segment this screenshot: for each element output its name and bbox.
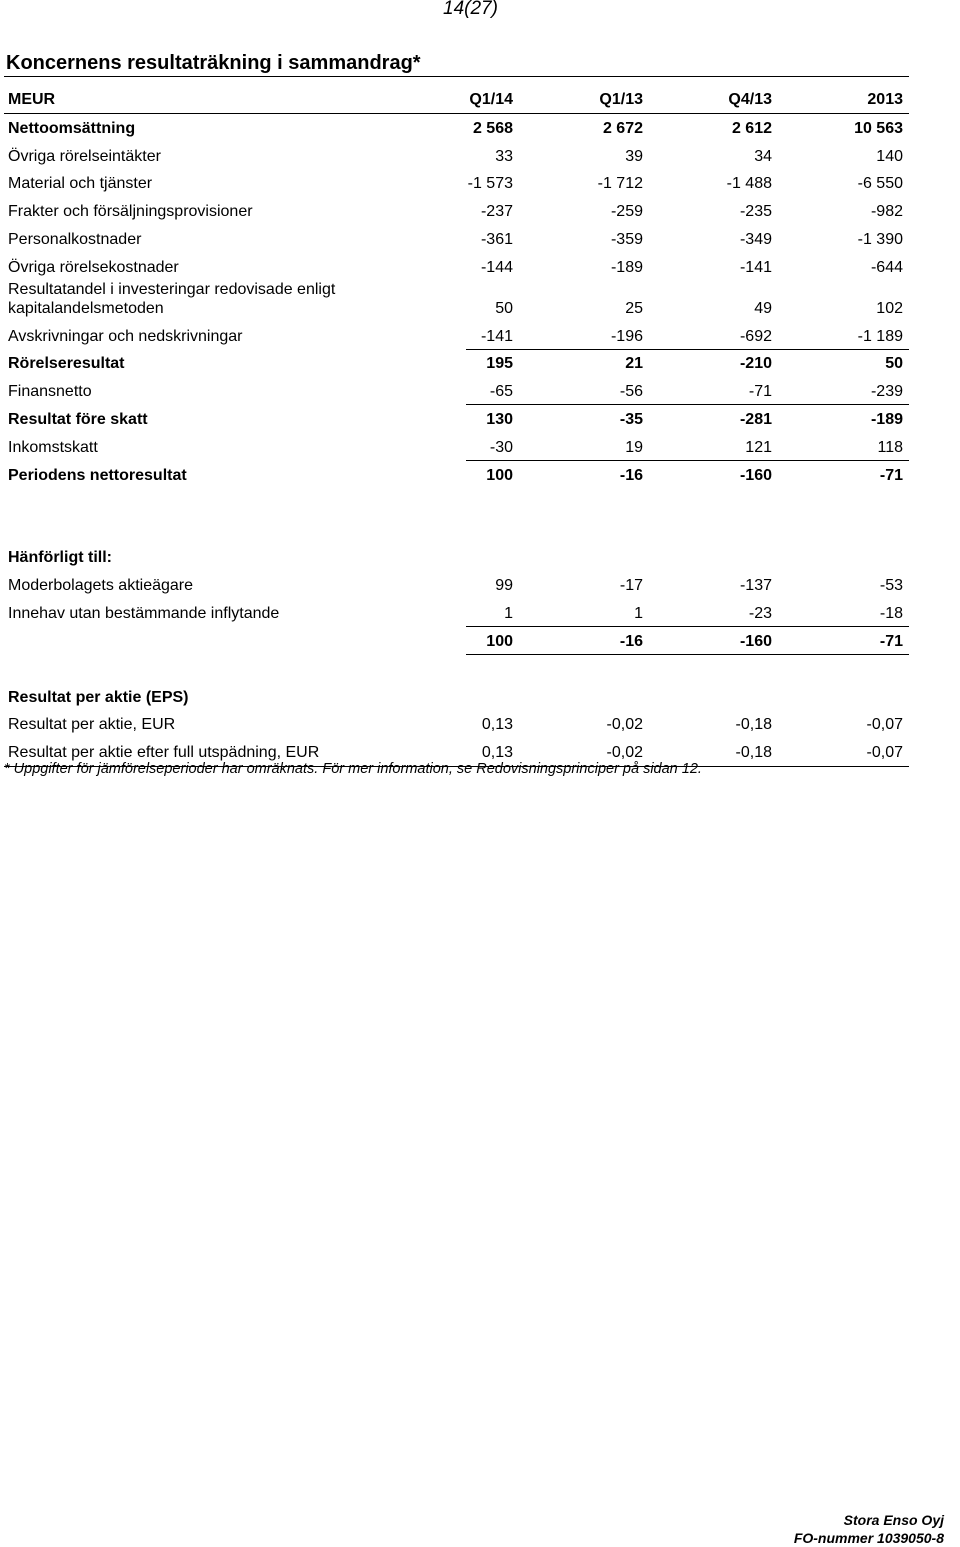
- cell-value: 2 612: [731, 119, 772, 137]
- footnote: * Uppgifter för jämförelseperioder har omräknats. För mer information, se Redovisningsprinciper på sidan 12.: [4, 761, 702, 777]
- attributable-heading: Hänförligt till:: [8, 549, 112, 567]
- cell-value: -1 712: [597, 175, 643, 193]
- page-title: Koncernens resultaträkning i sammandrag*: [6, 52, 421, 74]
- row-label-line2: kapitalandelsmetoden: [8, 299, 164, 317]
- cell-value: 33: [495, 147, 513, 165]
- table-row: [4, 322, 909, 350]
- cell-value: 118: [877, 438, 903, 456]
- cell-value: -196: [610, 327, 643, 345]
- row-label: Personalkostnader: [8, 230, 142, 248]
- row-label: Frakter och försäljningsprovisioner: [8, 203, 253, 221]
- cell-value: 19: [625, 438, 643, 456]
- section-spacer: [4, 489, 909, 544]
- table-row: [4, 142, 909, 170]
- row-label: Avskrivningar och nedskrivningar: [8, 327, 243, 345]
- cell-value: -18: [879, 604, 903, 622]
- cell-value: -71: [879, 632, 903, 650]
- cell-value: -160: [739, 632, 772, 650]
- table-row: [4, 253, 909, 281]
- table-row: [4, 114, 909, 142]
- cell-value: -65: [489, 383, 513, 401]
- cell-value: -210: [739, 355, 772, 373]
- table-row: [4, 461, 909, 489]
- cell-value: 121: [745, 438, 772, 456]
- cell-value: -349: [739, 230, 772, 248]
- cell-value: 50: [885, 355, 903, 373]
- row-label: Resultat före skatt: [8, 410, 148, 428]
- cell-value: -6 550: [857, 175, 903, 193]
- page-number: 14(27): [443, 0, 498, 19]
- company-registration: FO-nummer 1039050-8: [793, 1530, 944, 1546]
- cell-value: 140: [876, 147, 903, 165]
- cell-value: -259: [610, 203, 643, 221]
- cell-value: -30: [489, 438, 513, 456]
- cell-value: -644: [870, 258, 903, 276]
- cell-value: -71: [748, 383, 772, 401]
- cell-value: -35: [619, 410, 643, 428]
- cell-value: -0,07: [866, 744, 903, 762]
- table-row: [4, 405, 909, 433]
- cell-value: 102: [876, 299, 903, 317]
- row-label: [8, 280, 335, 318]
- cell-value: -235: [739, 203, 772, 221]
- cell-value: 34: [754, 147, 772, 165]
- cell-value: -141: [739, 258, 772, 276]
- cell-value: -237: [480, 203, 513, 221]
- title-divider: [4, 76, 909, 77]
- cell-value: 0,13: [481, 716, 513, 734]
- cell-value: -189: [610, 258, 643, 276]
- row-label: Resultat per aktie, EUR: [8, 716, 176, 734]
- cell-value: -17: [619, 577, 643, 595]
- table-row: [4, 599, 909, 627]
- table-row: [4, 711, 909, 739]
- cell-value: 0,13: [481, 744, 513, 762]
- cell-value: 100: [486, 632, 513, 650]
- eps-heading: Resultat per aktie (EPS): [8, 688, 189, 706]
- row-label: Moderbolagets aktieägare: [8, 577, 194, 595]
- company-info: [794, 1511, 944, 1547]
- cell-value: 195: [486, 355, 513, 373]
- row-label: Övriga rörelsekostnader: [8, 258, 179, 276]
- cell-value: -1 390: [857, 230, 903, 248]
- cell-value: -692: [739, 327, 772, 345]
- row-label: Periodens nettoresultat: [8, 466, 187, 484]
- cell-value: 130: [486, 410, 513, 428]
- row-label: Innehav utan bestämmande inflytande: [8, 604, 280, 622]
- table-row: [4, 433, 909, 461]
- table-header-row: [4, 86, 909, 114]
- total-row: [4, 627, 909, 655]
- table-row: [4, 281, 909, 322]
- cell-value: -359: [610, 230, 643, 248]
- cell-value: -144: [480, 258, 513, 276]
- cell-value: -16: [619, 632, 643, 650]
- cell-value: -0,18: [735, 744, 772, 762]
- cell-value: 100: [486, 466, 513, 484]
- cell-value: 25: [625, 299, 643, 317]
- table-row: [4, 170, 909, 198]
- table-row: [4, 350, 909, 378]
- cell-value: 1: [504, 604, 513, 622]
- table-row: [4, 571, 909, 599]
- cell-value: -0,07: [866, 716, 903, 734]
- cell-value: 2 568: [472, 119, 513, 137]
- cell-value: -141: [480, 327, 513, 345]
- cell-value: -16: [619, 466, 643, 484]
- section-heading-row: [4, 683, 909, 711]
- cell-value: -1 573: [467, 175, 513, 193]
- row-label: Inkomstskatt: [8, 438, 98, 456]
- section-spacer: [4, 655, 909, 683]
- cell-value: -0,02: [606, 744, 643, 762]
- row-label: Resultat per aktie efter full utspädning, EUR: [8, 744, 320, 762]
- cell-value: -189: [870, 410, 903, 428]
- row-label-line1: Resultatandel i investeringar redovisade enligt: [8, 280, 336, 298]
- cell-value: -361: [480, 230, 513, 248]
- cell-value: 1: [634, 604, 643, 622]
- cell-value: -137: [739, 577, 772, 595]
- cell-value: 49: [754, 299, 772, 317]
- table-row: [4, 377, 909, 405]
- cell-value: -1 189: [857, 327, 903, 345]
- cell-value: -281: [739, 410, 772, 428]
- cell-value: 99: [495, 577, 513, 595]
- row-label: Övriga rörelseintäkter: [8, 147, 161, 165]
- cell-value: 50: [495, 299, 513, 317]
- header-col-2013: 2013: [867, 91, 903, 108]
- cell-value: -0,18: [735, 716, 772, 734]
- cell-value: 21: [625, 355, 643, 373]
- cell-value: 39: [625, 147, 643, 165]
- header-col-q1-14: Q1/14: [469, 91, 513, 108]
- company-name: Stora Enso Oyj: [843, 1512, 944, 1528]
- cell-value: -239: [870, 383, 903, 401]
- cell-value: -23: [748, 604, 772, 622]
- table-row: [4, 197, 909, 225]
- income-statement-table: [4, 86, 909, 767]
- cell-value: -56: [619, 383, 643, 401]
- cell-value: -982: [870, 203, 903, 221]
- table-row: [4, 225, 909, 253]
- cell-value: 10 563: [854, 119, 903, 137]
- row-label: Material och tjänster: [8, 175, 153, 193]
- row-label: Rörelseresultat: [8, 355, 125, 373]
- header-col-q1-13: Q1/13: [599, 91, 643, 108]
- cell-value: -160: [739, 466, 772, 484]
- row-label: Nettoomsättning: [8, 119, 136, 137]
- header-unit: MEUR: [8, 91, 56, 108]
- cell-value: -71: [879, 466, 903, 484]
- cell-value: -1 488: [726, 175, 772, 193]
- cell-value: -53: [879, 577, 903, 595]
- section-heading-row: [4, 544, 909, 572]
- cell-value: -0,02: [606, 716, 643, 734]
- row-label: Finansnetto: [8, 383, 92, 401]
- header-col-q4-13: Q4/13: [728, 91, 772, 108]
- cell-value: 2 672: [602, 119, 643, 137]
